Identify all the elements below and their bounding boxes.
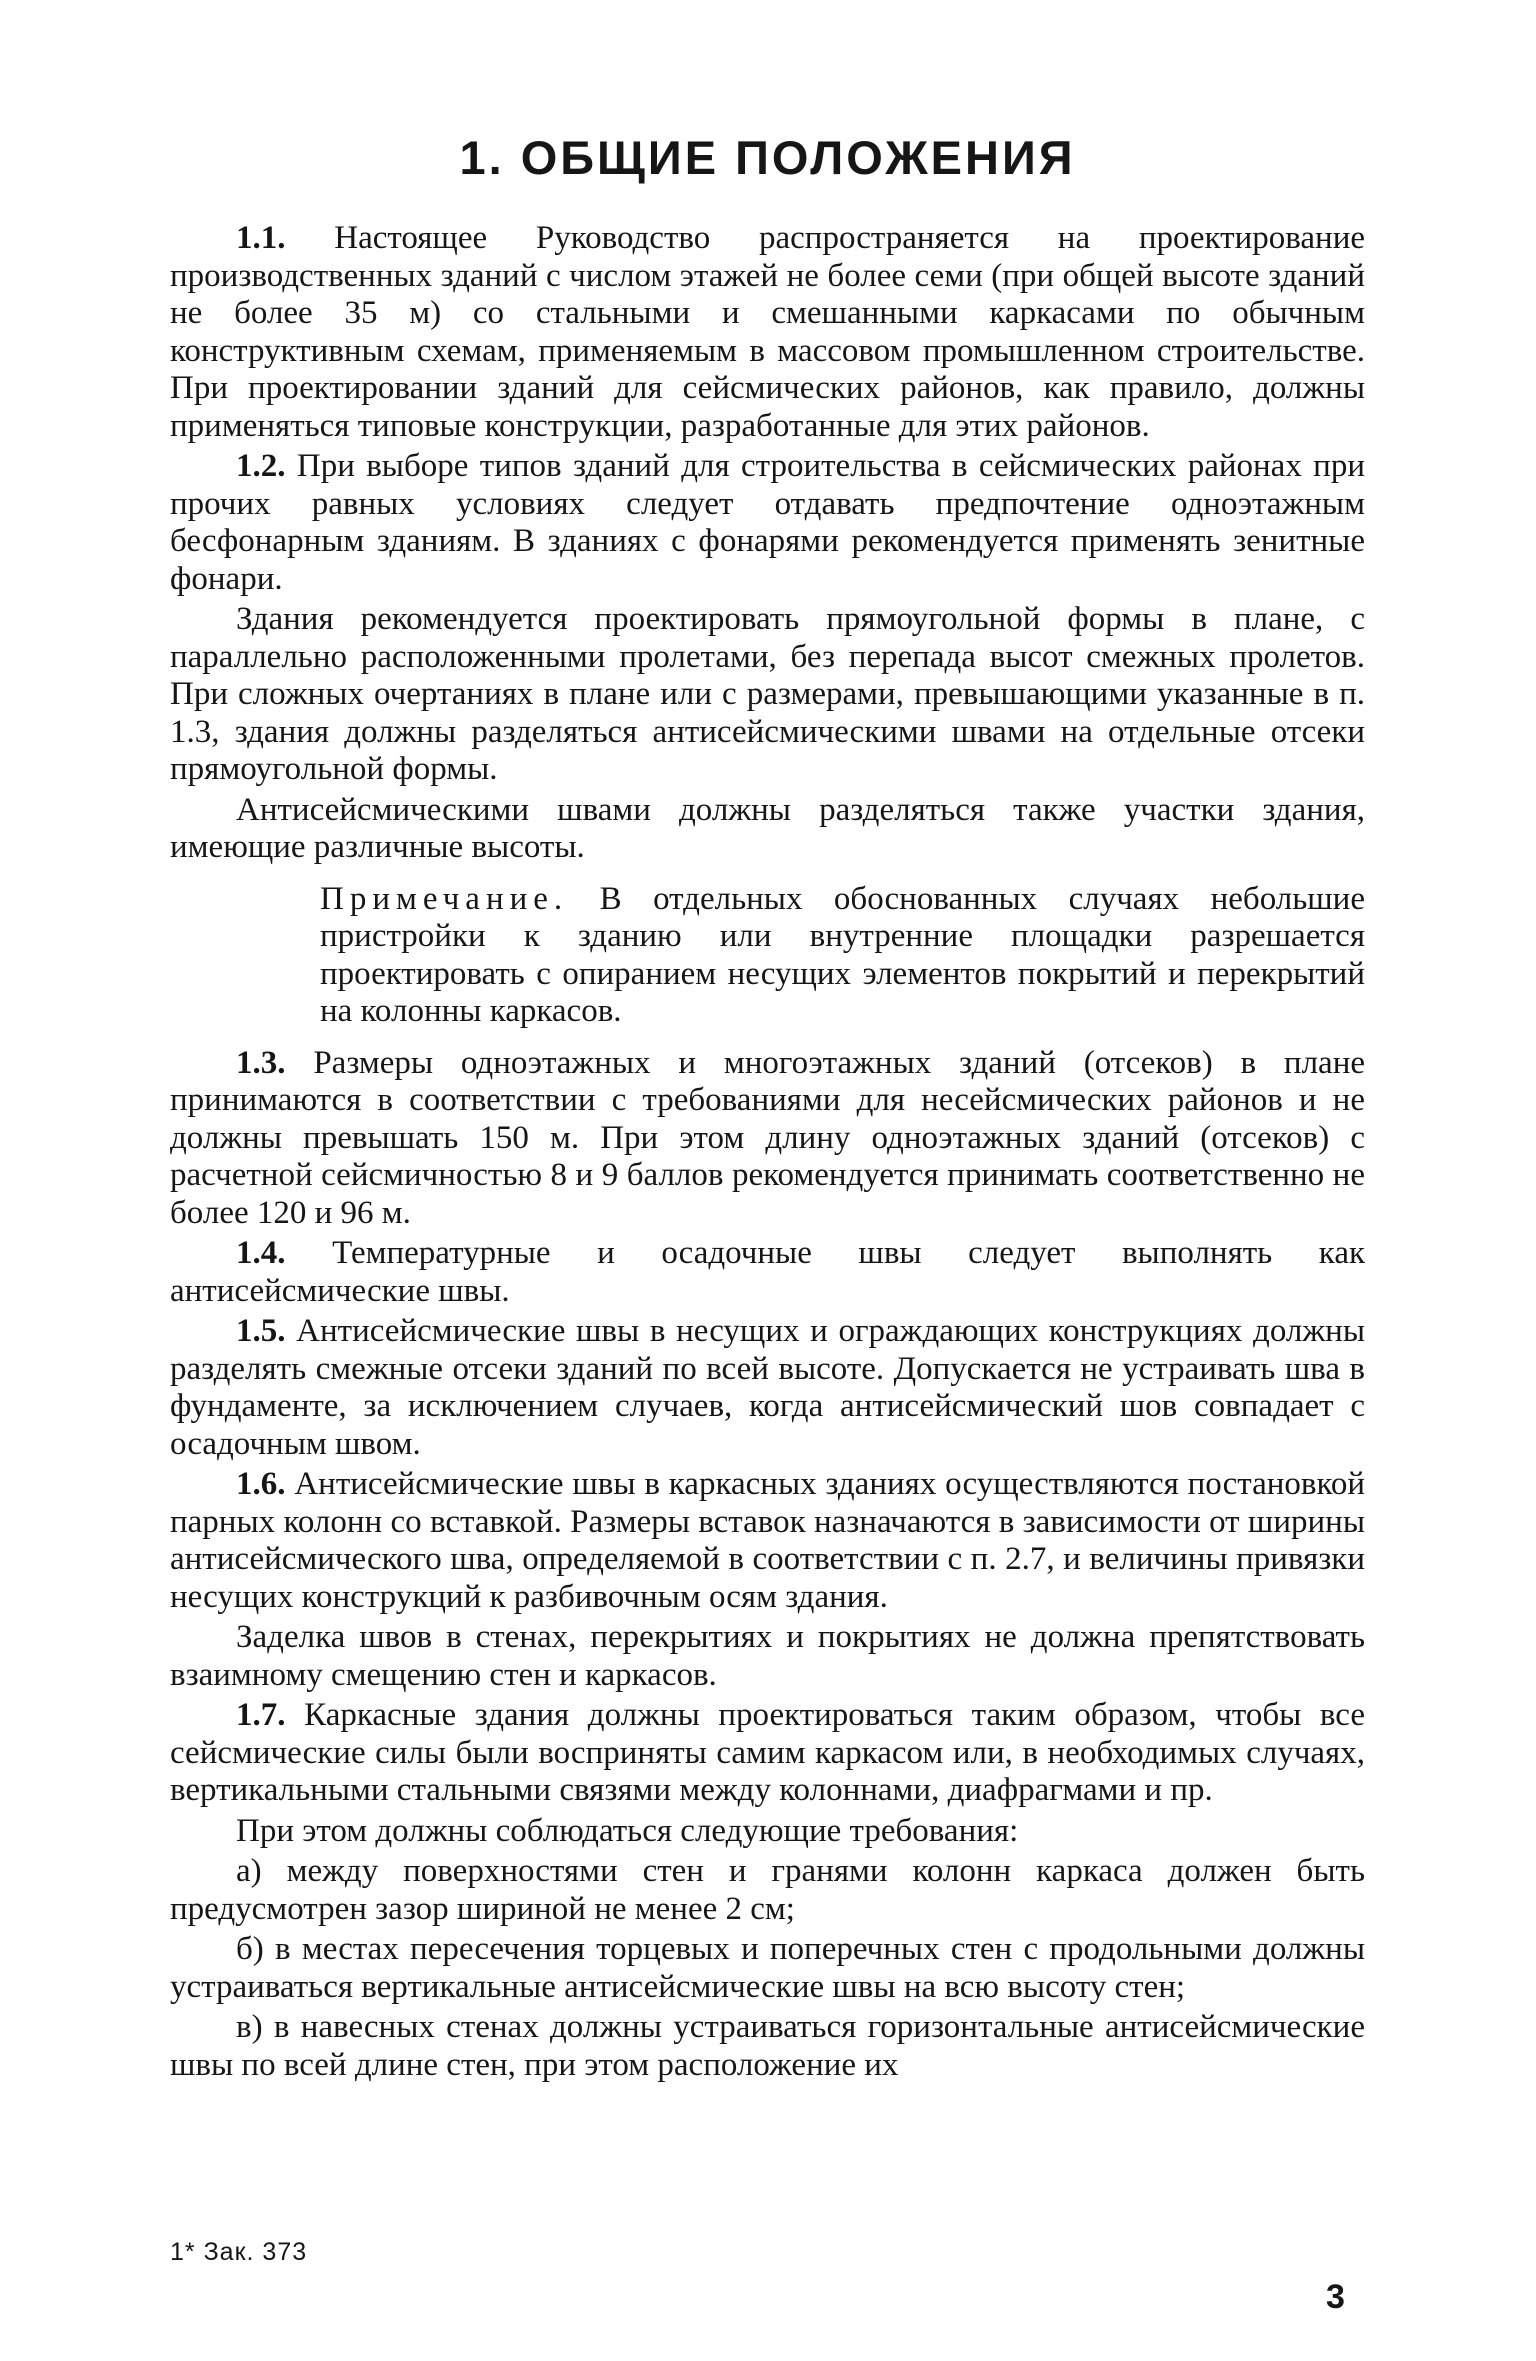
section-text: Температурные и осадочные швы следует выполнять как антисейсмические швы. [170,1235,1365,1309]
section-number: 1.5. [236,1313,286,1349]
section-1-1 [170,220,1365,445]
section-1-5 [170,1313,1365,1463]
note-label: Примечание. [320,880,569,917]
list-item: в) в навесных стенах должны устраиваться горизонтальные антисейсмические швы по всей длине стен, при этом расположение их [170,2009,1365,2083]
section-text: Каркасные здания должны проектироваться таким образом, чтобы все сейсмические силы были восприняты самим каркасом или, в необходимых случаях, вертикальными стальными связями между колоннами, диафрагмами и пр. [170,1697,1366,1808]
section-1-6 [170,1466,1365,1616]
note-block [320,881,1365,1031]
section-1-7-paragraph-2: При этом должны соблюдаться следующие требования: [236,1812,1019,1849]
section-1-2 [170,448,1365,598]
section-1-7 [170,1697,1365,1810]
document-page [170,130,1365,2310]
section-1-2-paragraph-2: Здания рекомендуется проектировать прямоугольной формы в плане, с параллельно расположенными пролетами, без перепада высот смежных пролетов. При сложных очертаниях в плане или с размерами, превышающими указанные в п. 1.3, здания должны разделяться антисейсмическими швами на отдельные отсеки прямоугольной формы. [170,601,1365,787]
section-1-3 [170,1045,1365,1233]
section-1-6-paragraph-2: Заделка швов в стенах, перекрытиях и покрытиях не должна препятствовать взаимному смещению стен и каркасов. [170,1619,1365,1693]
section-1-2-paragraph-3: Антисейсмическими швами должны разделяться также участки здания, имеющие различные высоты. [170,791,1365,865]
section-number: 1.6. [236,1466,286,1502]
section-number: 1.7. [236,1697,286,1733]
page-number: 3 [1326,2278,1345,2316]
section-text: Антисейсмические швы в несущих и ограждающих конструкциях должны разделять смежные отсеки зданий по всей высоте. Допускается не устраивать шва в фундаменте, за исключением случаев, когда антисейсмический шов совпадает с осадочным швом. [170,1313,1365,1462]
footer-note: 1* Зак. 373 [170,2238,308,2266]
section-text: При выборе типов зданий для строительства в сейсмических районах при прочих равных условиях следует отдавать предпочтение одноэтажным бесфонарным зданиям. В зданиях с фонарями рекомендуется применять зенитные фонари. [170,448,1365,597]
section-number: 1.3. [236,1044,286,1081]
section-number: 1.4. [236,1235,286,1271]
section-number: 1.1. [236,220,286,256]
note-text: В отдельных обоснованных случаях небольшие пристройки к зданию или внутренние площадки разрешается проектировать с опиранием несущих элементов покрытий и перекрытий на колонны каркасов. [320,880,1365,1029]
page-title: 1. ОБЩИЕ ПОЛОЖЕНИЯ [459,131,1076,184]
section-text: Размеры одноэтажных и многоэтажных зданий (отсеков) в плане принимаются в соответствии с требованиями для несейсмических районов и не должны превышать 150 м. При этом длину одноэтажных зданий (отсеков) с расчетной сейсмичностью 8 и 9 баллов рекомендуется принимать соответственно не более 120 и 96 м. [170,1044,1365,1231]
section-text: Антисейсмические швы в каркасных зданиях осуществляются постановкой парных колонн со вставкой. Размеры вставок назначаются в зависимости от ширины антисейсмического шва, определяемой в соответствии с п. 2.7, и величины привязки несущих конструкций к разбивочным осям здания. [170,1466,1366,1615]
list-item: б) в местах пересечения торцевых и поперечных стен с продольными должны устраиваться вертикальные антисейсмические швы на всю высоту стен; [170,1931,1365,2005]
section-number: 1.2. [236,448,286,484]
section-1-4 [170,1235,1365,1310]
list-item: а) между поверхностями стен и гранями колонн каркаса должен быть предусмотрен зазор шириной не менее 2 см; [170,1853,1365,1927]
section-text: Настоящее Руководство распространяется на проектирование производственных зданий с числом этажей не более семи (при общей высоте зданий не более 35 м) со стальными и смешанными каркасами по обычным конструктивным схемам, применяемым в массовом промышленном строительстве. При проектировании зданий для сейсмических районов, как правило, должны применяться типовые конструкции, разработанные для этих районов. [170,220,1365,444]
